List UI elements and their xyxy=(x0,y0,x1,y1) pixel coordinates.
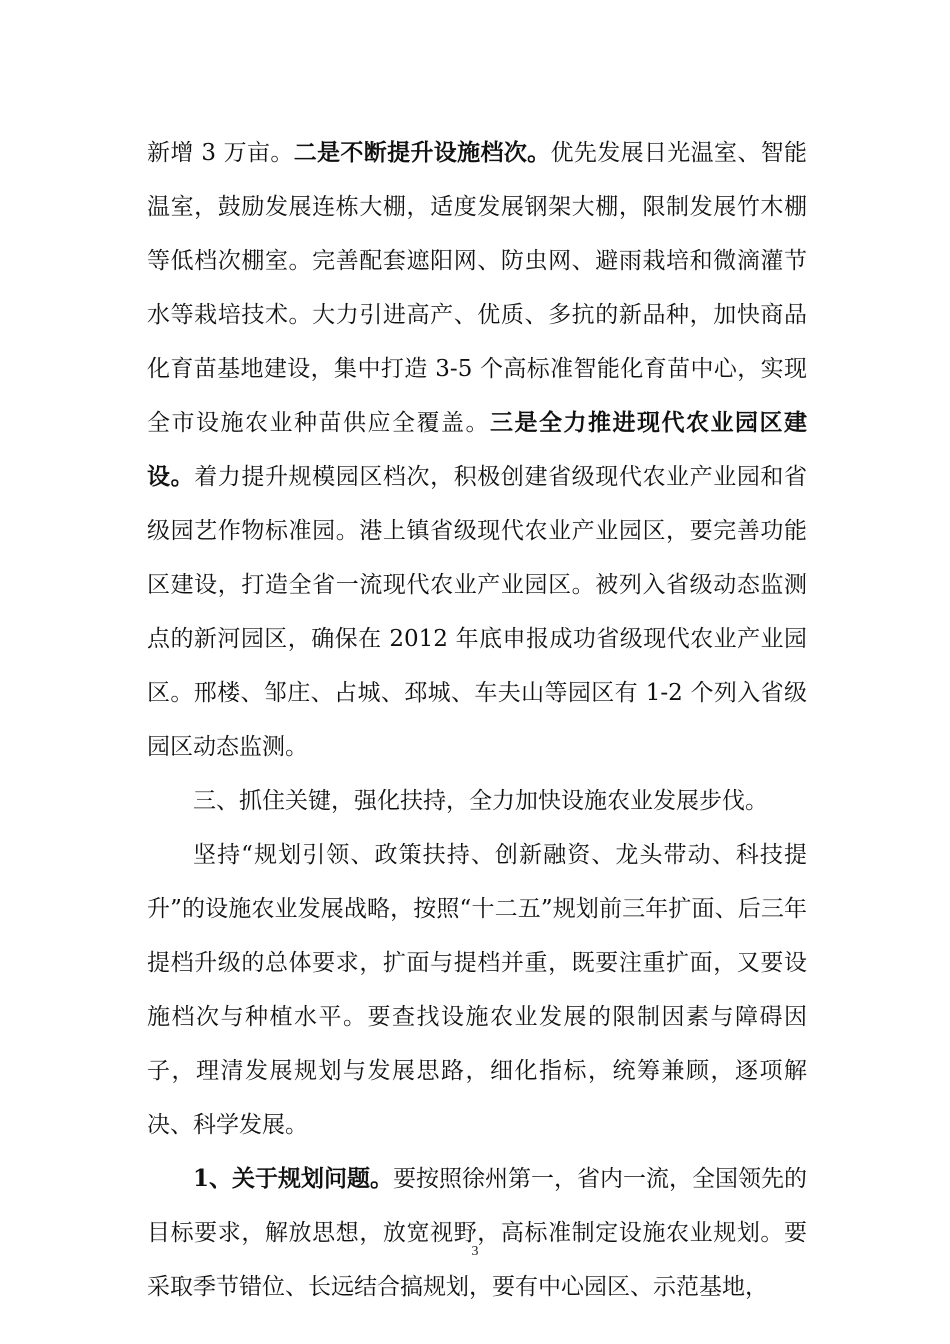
section-heading-three: 三、抓住关键，强化扶持，全力加快设施农业发展步伐。 xyxy=(193,788,768,814)
paragraph-text: 着力提升规模园区档次，积极创建省级现代农业产业园和省级园艺作物标准园。港上镇省级现代农业产业园区，要完善功能区建设，打造全省一流现代农业产业园区。被列入省级动态监测点的新河园区，确保在 2012 年底申报成功省级现代农业产业园区。邢楼、邹庄、占城、邳城、车夫山等园区有 1-2 个列入省级园区动态监测。 xyxy=(147,464,808,760)
paragraph-facility-upgrade xyxy=(147,126,807,774)
bold-subheading-upgrade-facilities: 二是不断提升设施档次。 xyxy=(293,139,551,166)
paragraph-text: 要按照徐州第一，省内一流，全国领先的目标要求，解放思想，放宽视野，高标准制定设施农业规划。要采取季节错位、长远结合搞规划，要有中心园区、示范基地， xyxy=(147,1166,808,1300)
paragraph-text: 优先发展日光温室、智能温室，鼓励发展连栋大棚，适度发展钢架大棚，限制发展竹木棚等低档次棚室。完善配套遮阳网、防虫网、避雨栽培和微滴灌节水等栽培技术。大力引进高产、优质、多抗的新品种，加快商品化育苗基地建设，集中打造 3-5 个高标准智能化育苗中心，实现全市设施农业种苗供应全覆盖。 xyxy=(147,140,808,436)
bold-subheading-planning: 1、关于规划问题。 xyxy=(193,1165,394,1192)
paragraph-planning-issue xyxy=(147,1152,807,1314)
paragraph-text: 新增 3 万亩。 xyxy=(147,140,294,166)
document-body xyxy=(147,126,807,1314)
paragraph-development-strategy: 坚持“规划引领、政策扶持、创新融资、龙头带动、科技提升”的设施农业发展战略，按照“十二五”规划前三年扩面、后三年提档升级的总体要求，扩面与提档并重，既要注重扩面，又要设施档次与种植水平。要查找设施农业发展的限制因素与障碍因子，理清发展规划与发展思路，细化指标，统筹兼顾，逐项解决、科学发展。 xyxy=(147,842,807,1138)
bold-subheading-agricultural-parks: 三是全力推进现代农业园区建设。 xyxy=(147,409,807,490)
page-number: 3 xyxy=(471,1244,479,1259)
